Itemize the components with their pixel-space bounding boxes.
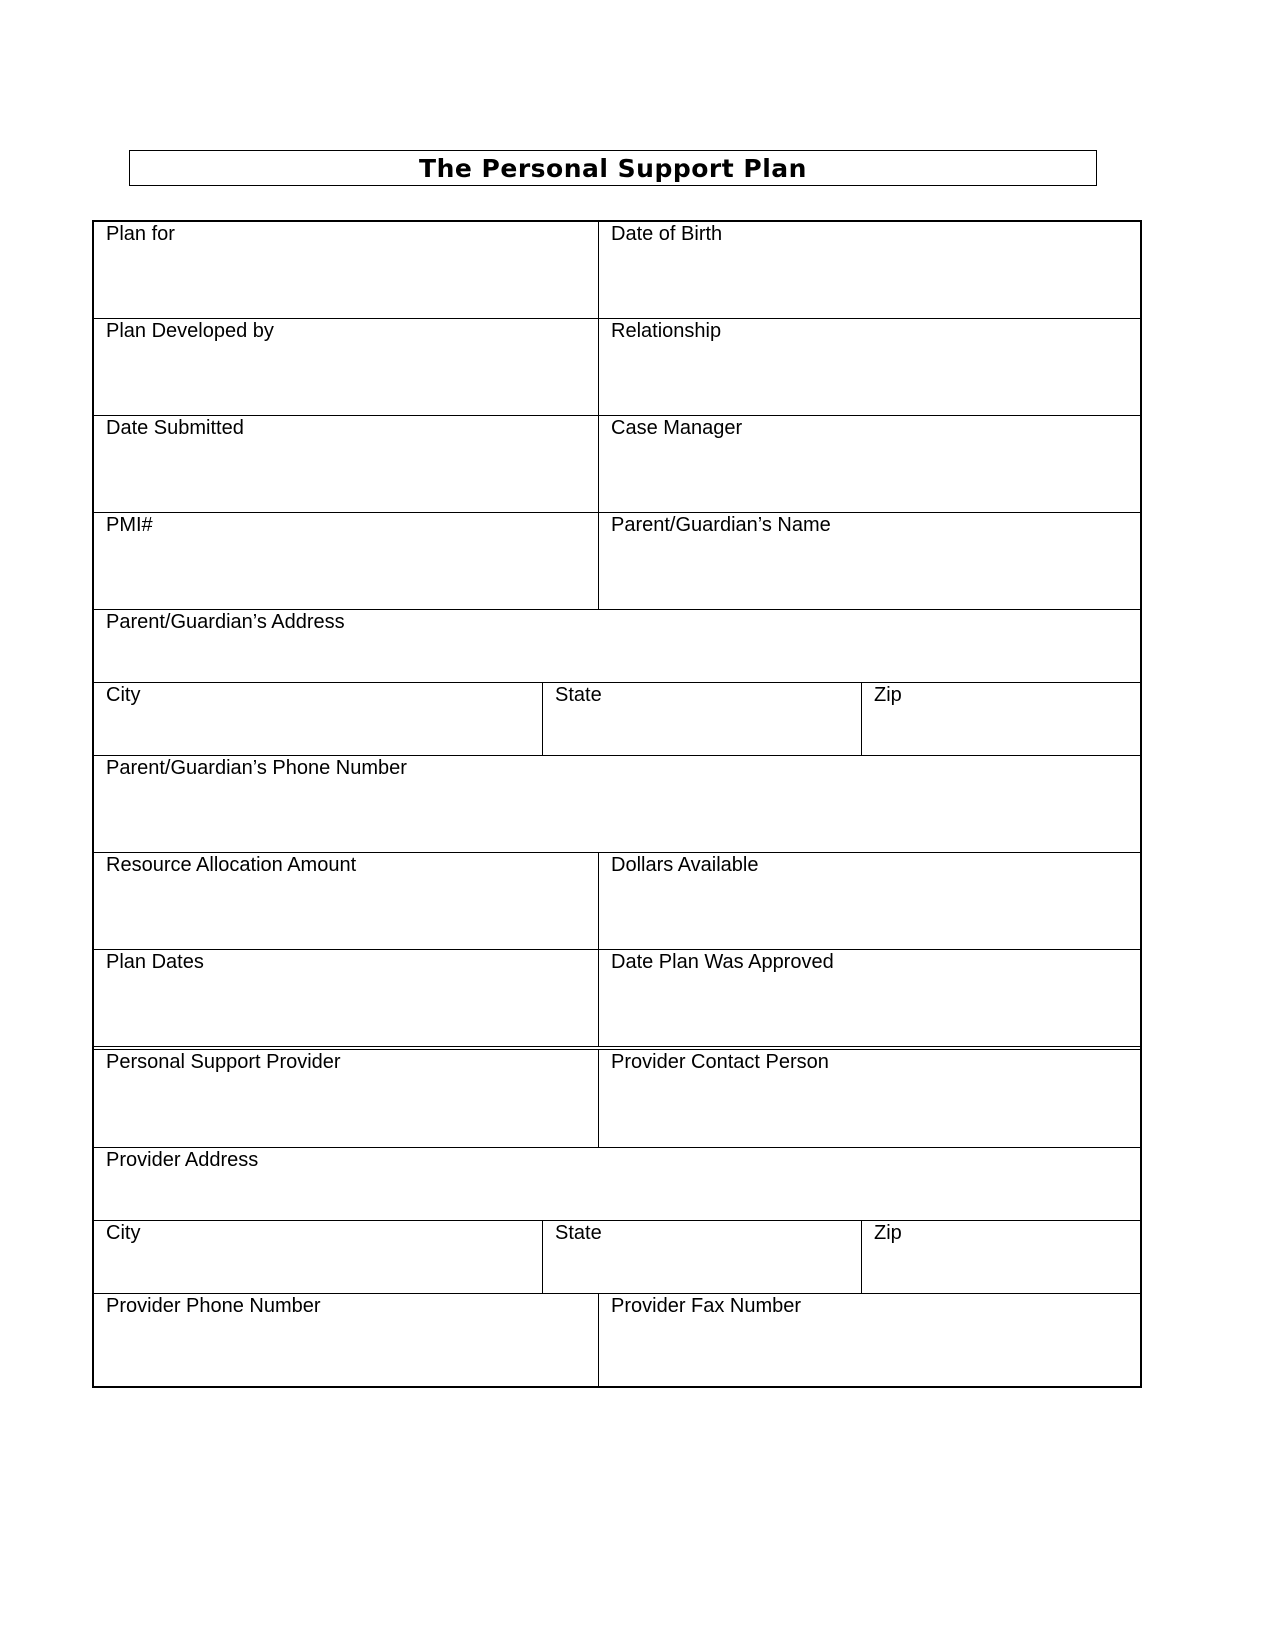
pmi-label: PMI# (106, 514, 153, 536)
plan-for-field[interactable] (94, 222, 599, 319)
provider-city-field[interactable] (94, 1221, 543, 1294)
pmi-field[interactable] (94, 513, 599, 610)
page-title: The Personal Support Plan (129, 150, 1097, 186)
guardian-zip-label: Zip (874, 684, 902, 706)
provider-fax-label: Provider Fax Number (611, 1295, 802, 1317)
guardian-city-field[interactable] (94, 683, 543, 756)
plan-developed-by-label: Plan Developed by (106, 320, 274, 342)
provider-fax-field[interactable] (599, 1294, 1140, 1386)
provider-address-label: Provider Address (106, 1149, 259, 1171)
provider-address-field[interactable] (94, 1148, 1140, 1221)
guardian-state-label: State (555, 684, 602, 706)
provider-contact-field[interactable] (599, 1050, 1140, 1148)
date-approved-field[interactable] (599, 950, 1140, 1047)
plan-developed-by-field[interactable] (94, 319, 599, 416)
date-of-birth-label: Date of Birth (611, 223, 723, 245)
guardian-phone-field[interactable] (94, 756, 1140, 853)
relationship-field[interactable] (599, 319, 1140, 416)
plan-dates-field[interactable] (94, 950, 599, 1047)
dollars-available-field[interactable] (599, 853, 1140, 950)
provider-state-field[interactable] (543, 1221, 862, 1294)
date-submitted-label: Date Submitted (106, 417, 244, 439)
plan-dates-label: Plan Dates (106, 951, 204, 973)
date-of-birth-field[interactable] (599, 222, 1140, 319)
provider-city-label: City (106, 1222, 141, 1244)
guardian-address-label: Parent/Guardian’s Address (106, 611, 345, 633)
guardian-city-label: City (106, 684, 141, 706)
guardian-zip-field[interactable] (862, 683, 1140, 756)
case-manager-label: Case Manager (611, 417, 743, 439)
provider-zip-field[interactable] (862, 1221, 1140, 1294)
guardian-address-field[interactable] (94, 610, 1140, 683)
plan-for-label: Plan for (106, 223, 175, 245)
support-provider-label: Personal Support Provider (106, 1051, 341, 1073)
guardian-state-field[interactable] (543, 683, 862, 756)
case-manager-field[interactable] (599, 416, 1140, 513)
provider-phone-field[interactable] (94, 1294, 599, 1386)
date-approved-label: Date Plan Was Approved (611, 951, 834, 973)
guardian-name-field[interactable] (599, 513, 1140, 610)
provider-state-label: State (555, 1222, 602, 1244)
date-submitted-field[interactable] (94, 416, 599, 513)
resource-allocation-field[interactable] (94, 853, 599, 950)
guardian-phone-label: Parent/Guardian’s Phone Number (106, 757, 407, 779)
resource-allocation-label: Resource Allocation Amount (106, 854, 357, 876)
support-provider-field[interactable] (94, 1050, 599, 1148)
dollars-available-label: Dollars Available (611, 854, 759, 876)
provider-phone-label: Provider Phone Number (106, 1295, 321, 1317)
guardian-name-label: Parent/Guardian’s Name (611, 514, 831, 536)
relationship-label: Relationship (611, 320, 722, 342)
support-plan-form (92, 220, 1142, 1388)
provider-contact-label: Provider Contact Person (611, 1051, 829, 1073)
provider-zip-label: Zip (874, 1222, 902, 1244)
